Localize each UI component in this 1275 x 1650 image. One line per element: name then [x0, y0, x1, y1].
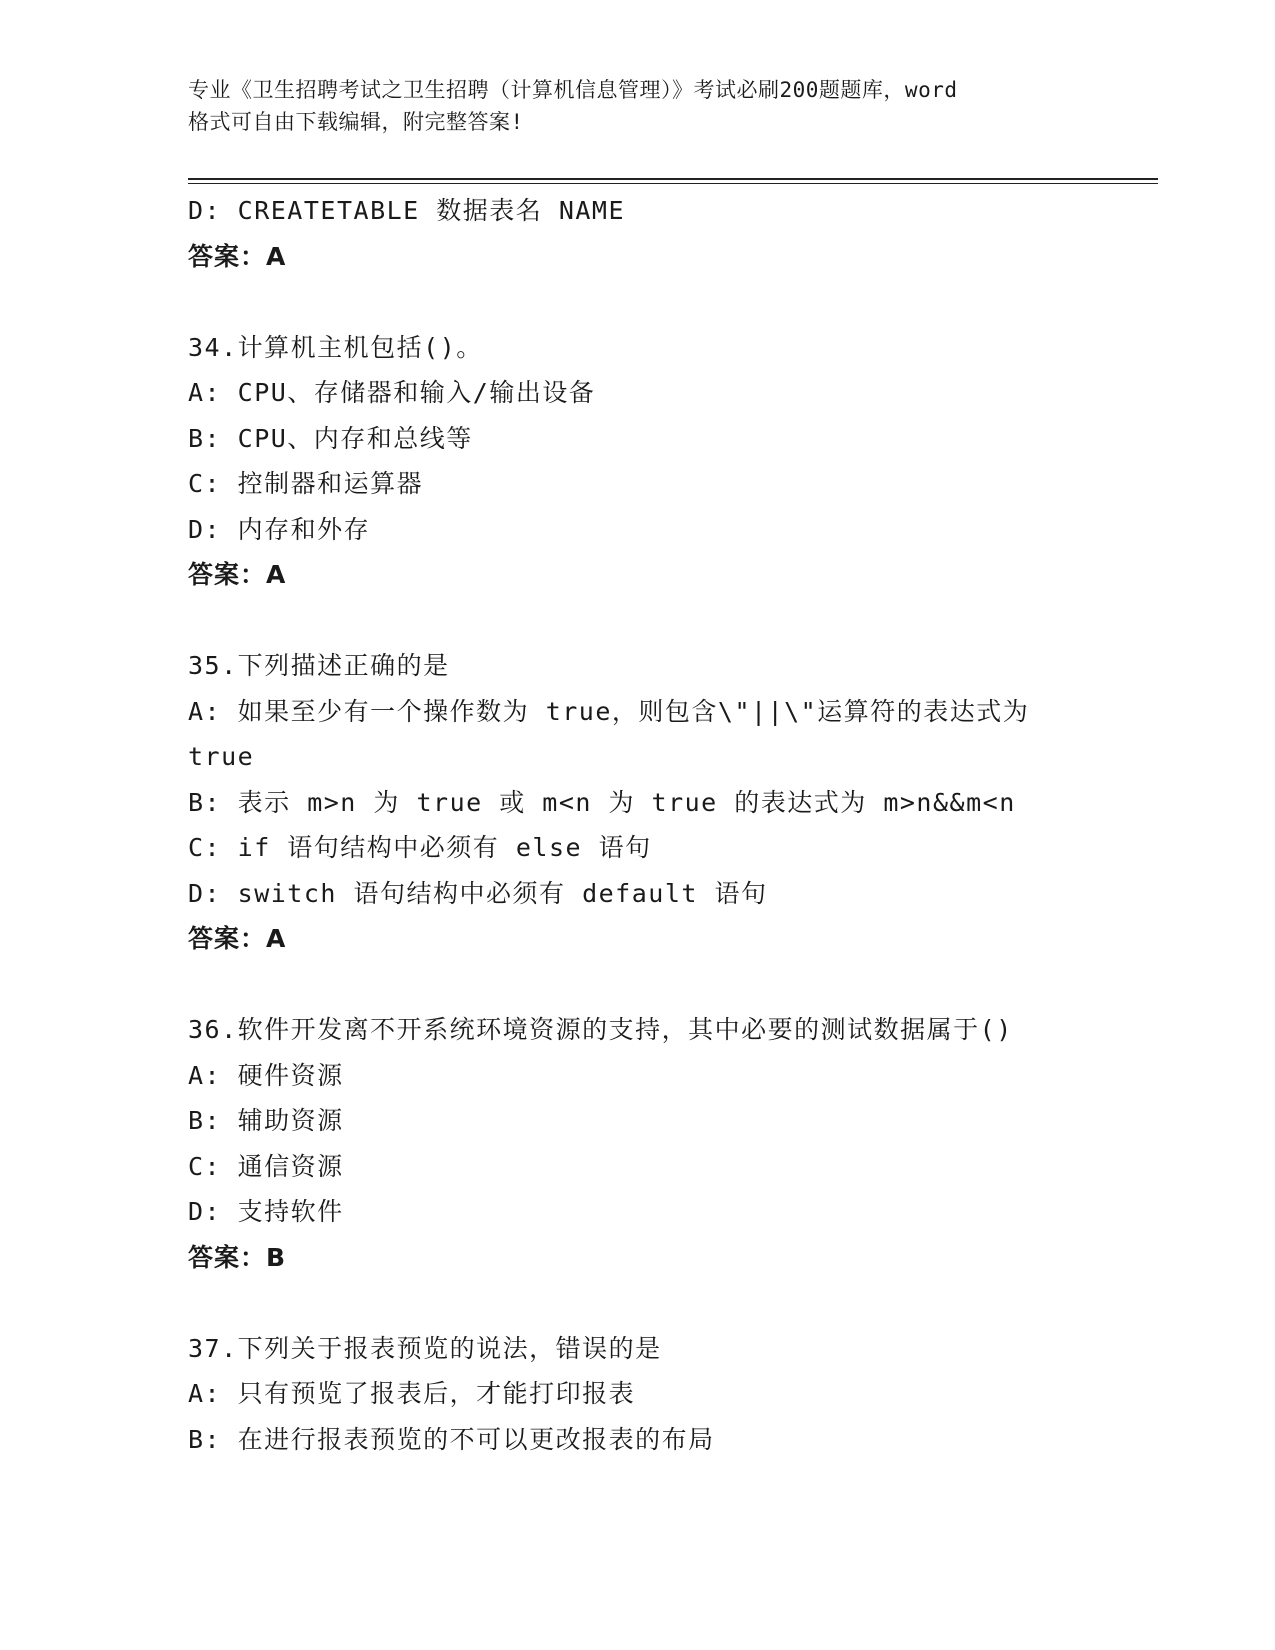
question-stem: 34.计算机主机包括()。 [188, 332, 483, 362]
option-line: C: if 语句结构中必须有 else 语句 [188, 833, 652, 862]
option-line: D: CREATETABLE 数据表名 NAME [188, 196, 626, 225]
option-line: D: 内存和外存 [188, 514, 371, 544]
option-line: D: 支持软件 [188, 1197, 344, 1226]
document-header [188, 74, 1088, 138]
question-stem: 36.软件开发离不开系统环境资源的支持，其中必要的测试数据属于() [188, 1015, 1013, 1044]
spacer [188, 279, 1088, 325]
header-rule-thin [188, 183, 1158, 184]
option-line: A: 硬件资源 [188, 1060, 344, 1090]
option-line: C: 控制器和运算器 [188, 469, 424, 498]
option-line: B: 辅助资源 [188, 1106, 344, 1135]
option-line: B: 表示 m>n 为 true 或 m<n 为 true 的表达式为 m>n&&m<n [188, 787, 1016, 817]
header-line-1: 专业《卫生招聘考试之卫生招聘（计算机信息管理）》考试必刷200题题库，word [188, 78, 958, 102]
question-stem: 35.下列描述正确的是 [188, 651, 450, 680]
option-line: B: CPU、内存和总线等 [188, 423, 473, 453]
answer-line: 答案：A [188, 924, 287, 953]
spacer [188, 962, 1088, 1008]
option-line: D: switch 语句结构中必须有 default 语句 [188, 878, 768, 908]
answer-line: 答案：A [188, 560, 287, 589]
answer-line: 答案：A [188, 241, 287, 271]
option-line: A: CPU、存储器和输入/输出设备 [188, 378, 596, 407]
option-line: A: 如果至少有一个操作数为 true，则包含\"||\"运算符的表达式为 [188, 696, 1030, 726]
spacer [188, 1280, 1088, 1326]
option-line: B: 在进行报表预览的不可以更改报表的布局 [188, 1424, 715, 1454]
question-block [188, 1007, 1088, 1280]
option-line: A: 只有预览了报表后，才能打印报表 [188, 1379, 636, 1408]
option-line: C: 通信资源 [188, 1151, 344, 1181]
header-line-2: 格式可自由下载编辑，附完整答案! [188, 110, 524, 134]
header-rule-thick [188, 178, 1158, 180]
spacer [188, 598, 1088, 644]
question-block [188, 643, 1088, 962]
option-line-continued: true [188, 742, 255, 771]
question-block [188, 325, 1088, 598]
question-stem: 37.下列关于报表预览的说法，错误的是 [188, 1333, 662, 1363]
answer-line: 答案：B [188, 1242, 287, 1272]
question-list [188, 188, 1088, 1462]
question-block [188, 1326, 1088, 1463]
